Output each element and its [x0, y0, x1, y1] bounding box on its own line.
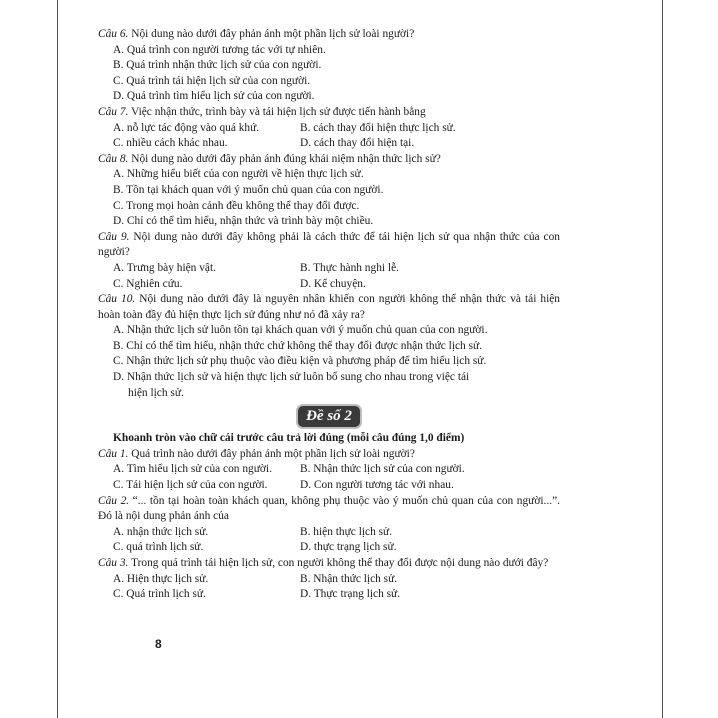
option-d: D. Con người tương tác với nhau.: [300, 479, 454, 492]
option-a: A. Tìm hiểu lịch sử của con người.: [113, 463, 272, 476]
question-text: Nội dung nào dưới đây phản ánh một phần lịch sử loài người?: [128, 28, 415, 40]
option-c: C. nhiều cách khác nhau.: [113, 137, 228, 150]
option-d: D. Nhận thức lịch sử và hiện thực lịch sử luôn bổ sung cho nhau trong việc tái: [113, 371, 470, 384]
question-number: Câu 2.: [98, 494, 130, 507]
question-9: [98, 230, 560, 261]
option-row: [98, 587, 560, 603]
question-number: Câu 3.: [98, 557, 129, 569]
option-row: [98, 572, 560, 588]
option-b: B. Tồn tại khách quan với ý muốn chủ quan của con người.: [113, 183, 384, 196]
option-d: D. thực trạng lịch sử.: [300, 541, 397, 554]
option-c: C. Nghiên cứu.: [113, 277, 183, 290]
option-a: A. nhận thức lịch sử.: [113, 525, 209, 538]
option-row: [98, 525, 560, 541]
option-c: C. Quá trình lịch sử.: [113, 588, 206, 601]
option-b: B. Chỉ có thể tìm hiểu, nhận thức chứ không thể thay đổi được nhận thức lịch sử.: [113, 339, 483, 352]
option-d: D. Thực trạng lịch sử.: [300, 588, 401, 601]
question-10: [98, 292, 560, 323]
option-row: [98, 478, 560, 494]
option-b: B. hiện thực lịch sử.: [300, 525, 393, 538]
question-text: Quá trình nào dưới đây phản ánh một phần lịch sử loài người?: [128, 447, 415, 460]
option-d: D. Quá trình tìm hiểu lịch sử của con người.: [113, 90, 315, 103]
option-row: [98, 121, 560, 137]
option-d-continued: hiện lịch sử.: [128, 386, 184, 399]
option-d: D. cách thay đổi hiện tại.: [300, 137, 415, 150]
question-text: Nội dung nào dưới đây là nguyên nhân khiến con người không thể nhận thức và tái hiện hoàn toàn đầy đủ hiện thực lịch sử đúng như nó đã xảy ra?: [98, 293, 560, 321]
option-a: A. Quá trình con người tương tác với tự nhiên.: [113, 43, 326, 56]
option-b: B. cách thay đổi hiện thực lịch sử.: [300, 121, 456, 134]
question-1: [98, 447, 560, 463]
question-text: Việc nhận thức, trình bày và tái hiện lịch sử được tiến hành bằng: [128, 105, 426, 118]
question-text: “... tồn tại hoàn toàn khách quan, không phụ thuộc vào ý muốn chủ quan của con người...”. Đó là nội dung phản ánh của: [98, 494, 560, 523]
option-row: [98, 540, 560, 556]
option-b: B. Nhận thức lịch sử.: [300, 572, 398, 585]
option-a: A. nỗ lực tác động vào quá khứ.: [113, 121, 260, 134]
page-content: [98, 27, 560, 603]
option-c: C. Quá trình tái hiện lịch sử của con người.: [113, 74, 311, 87]
question-6: [98, 27, 560, 43]
instruction: Khoanh tròn vào chữ cái trước câu trả lời đúng (mỗi câu đúng 1,0 điểm): [113, 432, 465, 445]
question-text: Nội dung nào dưới đây không phải là cách thức để tái hiện lịch sử qua nhận thức của con người?: [98, 230, 560, 259]
option-c: C. Nhận thức lịch sử phụ thuộc vào điều kiện và phương pháp để tìm hiểu lịch sử.: [113, 355, 487, 368]
option-c: C. Tái hiện lịch sử của con người.: [113, 479, 268, 492]
question-number: Câu 1.: [98, 447, 129, 460]
question-8: [98, 152, 560, 168]
option-c: C. quá trình lịch sử.: [113, 541, 204, 554]
option-row: [98, 136, 560, 152]
page-number: 8: [155, 637, 162, 651]
option-c: C. Trong mọi hoàn cảnh đều không thể thay đổi được.: [113, 199, 360, 212]
option-b: B. Thực hành nghi lễ.: [300, 261, 399, 274]
section-badge: Đề số 2: [298, 406, 360, 427]
question-text: Nội dung nào dưới đây phản ánh đúng khái niệm nhận thức lịch sử?: [128, 152, 441, 165]
question-number: Câu 6.: [98, 28, 129, 40]
question-number: Câu 10.: [98, 293, 136, 306]
question-7: [98, 105, 560, 121]
option-d: D. Chỉ có thể tìm hiểu, nhận thức và trình bày một chiều.: [113, 215, 374, 228]
question-2: [98, 494, 560, 525]
question-number: Câu 8.: [98, 152, 129, 165]
option-d: D. Kể chuyện.: [300, 277, 366, 290]
option-b: B. Quá trình nhận thức lịch sử của con người.: [113, 59, 322, 72]
option-b: B. Nhận thức lịch sử của con người.: [300, 463, 465, 476]
question-number: Câu 7.: [98, 105, 129, 118]
question-3: [98, 556, 560, 572]
section-divider: [98, 406, 560, 427]
option-row: [98, 277, 560, 293]
option-row: [98, 462, 560, 478]
question-number: Câu 9.: [98, 230, 130, 243]
option-a: A. Trưng bày hiện vật.: [113, 261, 216, 274]
question-text: Trong quá trình tái hiện lịch sử, con người không thể thay đổi được nội dung nào dưới đây?: [128, 557, 549, 569]
option-a: A. Những hiểu biết của con người về hiện thực lịch sử.: [113, 168, 364, 181]
option-a: A. Hiện thực lịch sử.: [113, 572, 209, 585]
option-row: [98, 261, 560, 277]
option-a: A. Nhận thức lịch sử luôn tồn tại khách quan với ý muốn chủ quan của con người.: [113, 324, 488, 337]
